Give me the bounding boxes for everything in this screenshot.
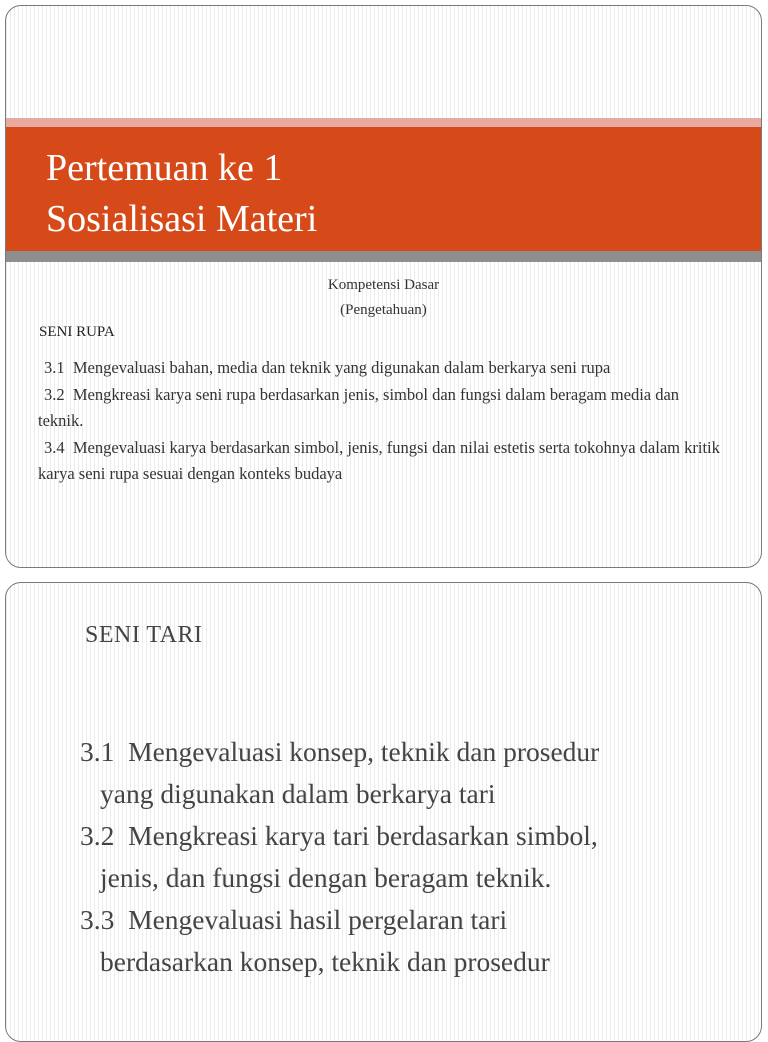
section-label-seni-tari: SENI TARI [85,622,203,648]
section-label-seni-rupa: SENI RUPA [39,324,115,340]
kd-subtitle: (Pengetahuan) [340,302,427,318]
competency-number: 3.1 [80,736,115,767]
competency-number: 3.1 [44,358,65,377]
slide-2 [5,582,762,1042]
competency-text-line-1: Mengevaluasi konsep, teknik dan prosedur [128,736,600,767]
competency-number: 3.4 [44,437,65,457]
competency-item [74,815,724,899]
competency-list-seni-rupa [38,355,728,488]
competency-text-line-1: Mengevaluasi hasil pergelaran tari [128,904,508,935]
title-accent-top [6,118,761,127]
competency-item [74,731,724,815]
competency-number: 3.2 [44,384,65,404]
competency-text-line-1: Mengkreasi karya tari berdasarkan simbol, [128,820,598,851]
title-accent-bottom [6,251,761,262]
competency-number: 3.3 [80,904,115,935]
competency-item [38,435,728,488]
slide-title-line-2: Sosialisasi Materi [46,198,318,240]
slide-title-line-1: Pertemuan ke 1 [46,147,283,189]
kd-title: Kompetensi Dasar [327,277,440,293]
competency-text-line-2: berdasarkan konsep, teknik dan prosedur [100,946,550,977]
competency-item [38,382,728,435]
slide-1 [5,5,762,568]
competency-text-line-2: yang digunakan dalam berkarya tari [100,778,496,809]
competency-text-line-2: jenis, dan fungsi dengan beragam teknik. [100,862,552,893]
competency-number: 3.2 [80,820,115,851]
competency-list-seni-tari [74,731,724,983]
competency-item [74,899,724,983]
competency-item [38,355,728,382]
competency-text: Mengkreasi karya seni rupa berdasarkan jenis, simbol dan fungsi dalam beragam media dan teknik. [38,384,680,430]
competency-text: Mengevaluasi bahan, media dan teknik yang digunakan dalam berkarya seni rupa [72,358,611,377]
competency-text: Mengevaluasi karya berdasarkan simbol, jenis, fungsi dan nilai estetis serta tokohnya dalam kritik karya seni rupa sesuai dengan konteks budaya [38,437,720,483]
